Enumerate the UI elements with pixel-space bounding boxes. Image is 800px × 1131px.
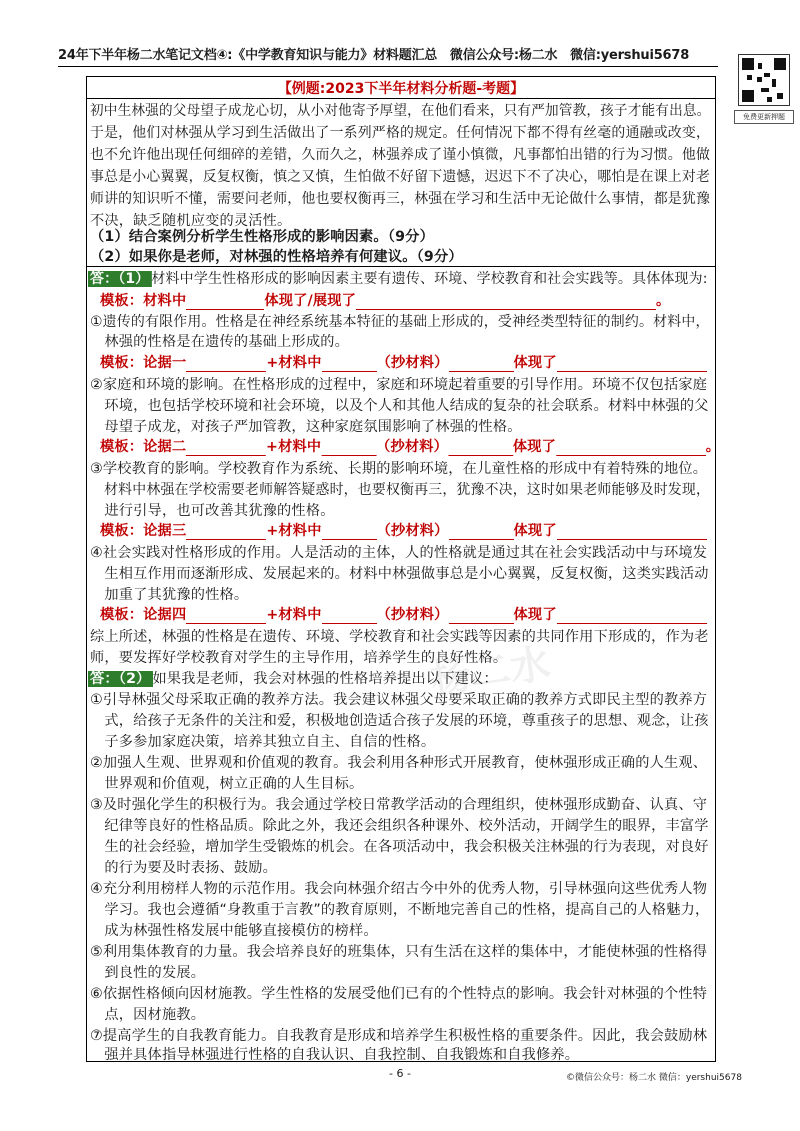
template-main xyxy=(100,290,670,310)
case-text-line: 师讲的知识听不懂，需要问老师，他也要权衡再三，林强在学习和生活中无论做什么事情，都是犹豫 xyxy=(90,191,711,207)
suggestion-line: ⑤利用集体教育的力量。我会培养良好的班集体，只有生活在这样的集体中，才能使林强的性格得 xyxy=(90,944,708,960)
template-text: （抄材料） xyxy=(376,607,449,623)
point-line: 环境，也包括学校环境和社会环境，以及个人和其他人结成的复杂的社会联系。材料中林强的父 xyxy=(90,398,709,414)
conclusion-line: 综上所述，林强的性格是在遗传、环境、学校教育和社会实践等因素的共同作用下形成的，作为老 xyxy=(90,629,709,645)
template-argument-2 xyxy=(100,436,720,456)
template-text: （抄材料） xyxy=(376,523,449,539)
point-line: ②家庭和环境的影响。在性格形成的过程中，家庭和环境起着重要的引导作用。环境不仅包括家庭 xyxy=(90,377,708,393)
page-footer: ©微信公众号：杨二水 微信：yershui5678 xyxy=(566,1073,742,1083)
template-label: 模板：论据四 xyxy=(100,607,187,623)
page-number: - 6 - xyxy=(389,1067,411,1080)
suggestion-line: 生的社会经验，增加学生受锻炼的机会。在各项活动中，我会积极关注林强的行为表现，对良好 xyxy=(90,839,709,855)
case-text-line: 初中生林强的父母望子成龙心切，从小对他寄予厚望，在他们看来，只有严加管教，孩子才能有出息。 xyxy=(90,103,711,119)
suggestion-line: 强并具体指导林强进行性格的自我认识、自我控制、自我锻炼和自我修养。 xyxy=(90,1047,580,1063)
point-line: 生相互作用而逐渐形成、发展起来的。材料中林强做事总是小心翼翼，反复权衡，这类实践活动 xyxy=(90,566,709,582)
template-text: （抄材料） xyxy=(376,355,449,371)
suggestion-line: 点，因材施教。 xyxy=(90,1007,206,1023)
blank xyxy=(448,441,513,456)
blank xyxy=(557,525,707,540)
template-argument-3 xyxy=(100,520,707,540)
qr-caption: 免费更新押题 xyxy=(734,110,794,124)
answer-1-intro: 材料中学生性格形成的影响因素主要有遗传、环境、学校教育和社会实践等。具体体现为: xyxy=(151,271,708,287)
template-label: 模板：材料中 xyxy=(100,293,187,309)
page-header: 24年下半年杨二水笔记文档④:《中学教育知识与能力》材料题汇总 微信公众号:杨二水 微信:yershui5678 xyxy=(58,44,718,67)
suggestion-line: ⑦提高学生的自我教育能力。自我教育是形成和培养学生积极性格的重要条件。因此，我会鼓励林 xyxy=(90,1028,708,1044)
template-text: +材料中 xyxy=(266,439,322,455)
question-2: （2）如果你是老师，对林强的性格培养有何建议。（9分） xyxy=(90,249,463,265)
suggestion-line: ③及时强化学生的积极行为。我会通过学校日常教学活动的合理组织，使林强形成勤奋、认真、守 xyxy=(90,797,708,813)
template-label: 模板：论据三 xyxy=(100,523,187,539)
answer-2-intro-line xyxy=(88,668,498,688)
template-text: 体现了 xyxy=(513,607,557,623)
qr-code xyxy=(738,54,790,106)
point-line: 进行引导，也可改善其犹豫的性格。 xyxy=(90,503,335,519)
case-text-line: 于是，他们对林强从学习到生活做出了一系列严格的规定。任何情况下都不得有丝毫的通融或改变， xyxy=(90,125,711,141)
blank xyxy=(186,357,266,372)
blank xyxy=(186,295,264,310)
template-text: +材料中 xyxy=(266,607,322,623)
blank xyxy=(322,357,377,372)
suggestion-line: 的行为要及时表扬、鼓励。 xyxy=(90,860,278,876)
suggestion-line: ①引导林强父母采取正确的教养方法。我会建议林强父母要采取正确的教养方式即民主型的教养方 xyxy=(90,692,708,708)
conclusion-line: 师，要发挥好学校教育对学生的主导作用，培养学生的良好性格。 xyxy=(90,650,508,666)
point-line: 材料中林强在学校需要老师解答疑惑时，也要权衡再三，犹豫不决，这时如果老师能够及时发现， xyxy=(90,482,711,498)
template-argument-4 xyxy=(100,604,707,624)
template-label: 模板：论据一 xyxy=(100,355,187,371)
suggestion-line: ④充分利用榜样人物的示范作用。我会向林强介绍古今中外的优秀人物，引导林强向这些优秀人物 xyxy=(90,881,708,897)
suggestion-line: 学习。我也会遵循“身教重于言教”的教育原则，不断地完善自己的性格，提高自己的人格魅力， xyxy=(90,902,710,918)
suggestion-line: ②加强人生观、世界观和价值观的教育。我会利用各种形式开展教育，使林强形成正确的人生观、 xyxy=(90,755,708,771)
template-argument-1 xyxy=(100,352,707,372)
answer-2-intro: 如果我是老师，我会对林强的性格培养提出以下建议： xyxy=(152,671,498,687)
point-line: 母望子成龙，对孩子严加管教，这种家庭氛围影响了林强的性格。 xyxy=(90,419,522,435)
template-text: 体现了 xyxy=(513,523,557,539)
template-text: +材料中 xyxy=(266,355,322,371)
template-end: 。 xyxy=(705,439,721,455)
template-text: 体现了 xyxy=(513,355,557,371)
point-line: ①遗传的有限作用。性格是在神经系统基本特征的基础上形成的，受神经类型特征的制约。材料中， xyxy=(90,314,710,330)
template-text: （抄材料） xyxy=(376,439,448,455)
document-body xyxy=(89,0,721,1070)
point-line: 林强的性格是在遗传的基础上形成的。 xyxy=(90,334,349,350)
blank xyxy=(557,609,707,624)
suggestion-line: 式，给孩子无条件的关注和爱，积极地创造适合孩子发展的环境，尊重孩子的思想、观念，让孩 xyxy=(90,713,709,729)
suggestion-line: ⑥依据性格倾向因材施教。学生性格的发展受他们已有的个性特点的影响。我会针对林强的个性特 xyxy=(90,986,708,1002)
blank xyxy=(322,609,377,624)
question-1: （1）结合案例分析学生性格形成的影响因素。（9分） xyxy=(90,229,434,245)
blank xyxy=(356,295,656,310)
blank xyxy=(321,441,376,456)
template-label: 模板：论据二 xyxy=(100,439,187,455)
point-line: ④社会实践对性格形成的作用。人是活动的主体，人的性格就是通过其在社会实践活动中与环境发 xyxy=(90,545,708,561)
example-title: 【例题:2023下半年材料分析题-考题】 xyxy=(277,81,525,97)
blank xyxy=(449,609,514,624)
blank xyxy=(186,609,266,624)
template-text: 体现了/展现了 xyxy=(264,293,357,309)
suggestion-line: 子多参加家庭决策，培养其独立自主、自信的性格。 xyxy=(90,734,436,750)
case-text-line: 事总是小心翼翼，反复权衡，慎之又慎，生怕做不好留下遗憾，迟迟下不了决心，哪怕是在课上对老 xyxy=(90,169,711,185)
template-end: 。 xyxy=(656,293,671,309)
suggestion-line: 纪律等良好的性格品质。除此之外，我还会组织各种课外、校外活动，开阔学生的眼界，丰富学 xyxy=(90,818,709,834)
blank xyxy=(449,357,514,372)
blank xyxy=(556,441,706,456)
case-text-line: 也不允许他出现任何细碎的差错，久而久之，林强养成了谨小慎微，凡事都怕出错的行为习惯。他做 xyxy=(90,147,711,163)
watermark: 杨二水 xyxy=(427,640,554,704)
case-text-line: 不决，缺乏随机应变的灵活性。 xyxy=(90,213,292,229)
template-text: 体现了 xyxy=(512,439,556,455)
blank xyxy=(557,357,707,372)
blank xyxy=(449,525,514,540)
suggestion-line: 成为林强性格发展中能够直接模仿的榜样。 xyxy=(90,923,378,939)
point-line: 加重了其犹豫的性格。 xyxy=(90,587,249,603)
point-line: ③学校教育的影响。学校教育作为系统、长期的影响环境，在儿童性格的形成中有着特殊的地位。 xyxy=(90,461,708,477)
answer-1-tag: 答：（1） xyxy=(89,271,150,287)
blank xyxy=(186,525,266,540)
blank xyxy=(322,525,377,540)
answer-2-tag: 答：（2） xyxy=(90,671,151,687)
answer-1-intro-line xyxy=(88,268,708,288)
suggestion-line: 世界观和价值观，树立正确的人生目标。 xyxy=(90,776,364,792)
template-text: +材料中 xyxy=(266,523,322,539)
suggestion-line: 到良性的发展。 xyxy=(90,965,206,981)
blank xyxy=(186,441,266,456)
